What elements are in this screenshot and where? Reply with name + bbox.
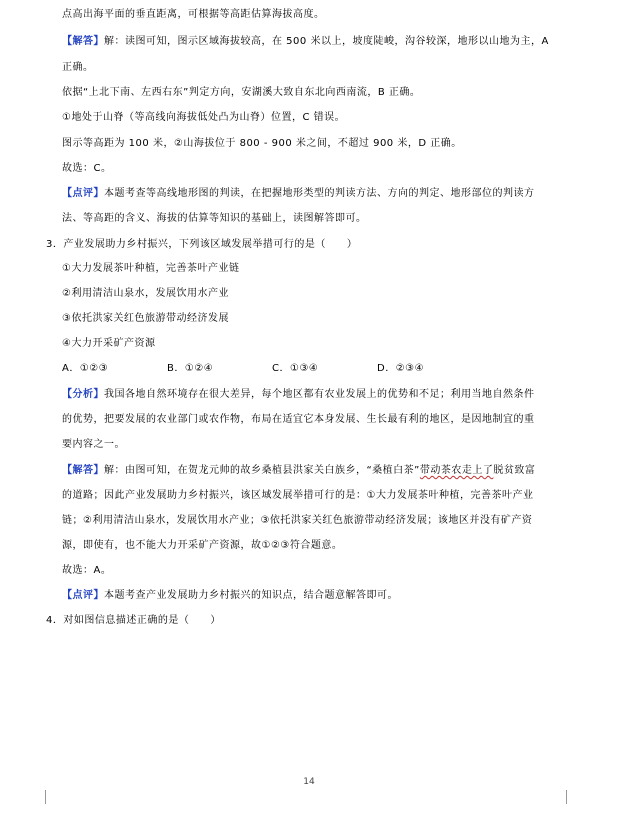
text-line: 点高出海平面的垂直距离，可根据等高距估算海拔高度。	[62, 9, 325, 20]
corner-mark	[566, 790, 567, 804]
answer-paragraph: 【解答】解：读图可知，图示区域海拔较高，在 500 米以上，坡度陡峻，沟谷较深，地形以山地为主，A	[62, 36, 549, 47]
page-number: 14	[303, 777, 315, 787]
text-line: 要内容之一。	[62, 439, 125, 450]
question-4-stem: 4．对如图信息描述正确的是（ ）	[46, 615, 221, 626]
corner-mark	[45, 790, 46, 804]
question-3-item: ④大力开采矿产资源	[62, 338, 156, 349]
text-line: 的优势，把要发展的农业部门或农作物，布局在适宜它本身发展、生长最有利的地区，是因地制宜的重	[62, 414, 535, 425]
question-3-item: ①大力发展茶叶种植，完善茶叶产业链	[62, 263, 240, 274]
answer-paragraph: 【解答】解：由图可知，在贺龙元帅的故乡桑植县洪家关白族乡，“桑植白茶”带动茶农走上了脱贫致富	[62, 465, 536, 476]
question-3-item: ③依托洪家关红色旅游带动经济发展	[62, 313, 229, 324]
option-b: B．①②④	[167, 363, 214, 374]
comment-tag: 【点评】	[62, 590, 104, 601]
option-d: D．②③④	[377, 363, 425, 374]
question-3-stem: 3．产业发展助力乡村振兴，下列该区域发展举措可行的是（ ）	[46, 239, 358, 250]
comment-paragraph: 【点评】本题考查产业发展助力乡村振兴的知识点，结合题意解答即可。	[62, 590, 398, 601]
text-line: 正确。	[62, 62, 94, 73]
analysis-tag: 【分析】	[62, 389, 104, 400]
comment-tag: 【点评】	[62, 188, 104, 199]
text-line: 依据“上北下南、左西右东”判定方向，安湖溪大致自东北向西南流，B 正确。	[62, 87, 421, 98]
text-line: ①地处于山脊（等高线向海拔低处凸为山脊）位置，C 错误。	[62, 112, 346, 123]
question-3-item: ②利用清洁山泉水，发展饮用水产业	[62, 288, 229, 299]
option-c: C．①③④	[272, 363, 319, 374]
answer-tag: 【解答】	[62, 465, 104, 476]
text-line: 法、等高距的含义、海拔的估算等知识的基础上，读图解答即可。	[62, 213, 367, 224]
wavy-underlined-text: 带动茶农走上了	[419, 465, 494, 476]
text-line: 图示等高距为 100 米，②山海拔位于 800 - 900 米之间，不超过 900 米，D 正确。	[62, 138, 462, 149]
question-3-options	[62, 362, 582, 376]
text-line: 链；②利用清洁山泉水，发展饮用水产业；③依托洪家关红色旅游带动经济发展；该地区并没有矿产资	[62, 515, 533, 526]
comment-paragraph: 【点评】本题考查等高线地形图的判读，在把握地形类型的判读方法、方向的判定、地形部位的判读方	[62, 188, 535, 199]
choice-line: 故选：A。	[62, 565, 112, 576]
text-line: 的道路；因此产业发展助力乡村振兴，该区域发展举措可行的是：①大力发展茶叶种植，完善茶叶产业	[62, 490, 534, 501]
text-line: 源，即使有，也不能大力开采矿产资源，故①②③符合题意。	[62, 540, 343, 551]
analysis-paragraph: 【分析】我国各地自然环境存在很大差异，每个地区都有农业发展上的优势和不足；利用当地自然条件	[62, 389, 535, 400]
option-a: A．①②③	[62, 363, 109, 374]
text-line: 故选：C。	[62, 163, 112, 174]
answer-tag: 【解答】	[62, 36, 104, 47]
